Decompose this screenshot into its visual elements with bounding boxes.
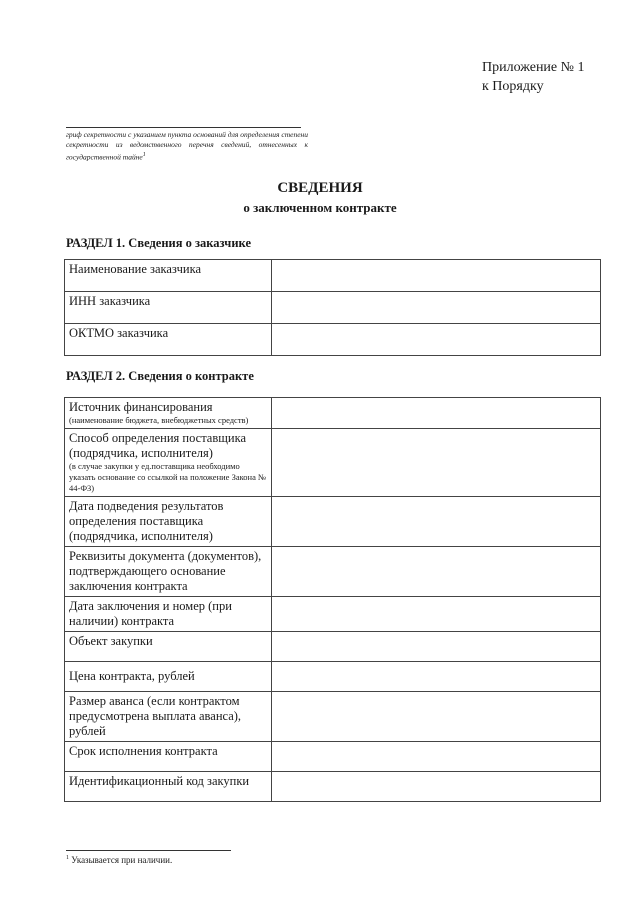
contract-date-field[interactable]: [272, 597, 601, 632]
document-title: СВЕДЕНИЯ: [277, 180, 363, 196]
table-row: [65, 324, 601, 356]
row-label: Источник финансирования: [69, 400, 213, 414]
contract-date-label: Дата заключения и номер (при наличии) контракта: [65, 597, 272, 632]
grif-divider: [66, 127, 301, 128]
result-date-field[interactable]: [272, 497, 601, 547]
table-row: [65, 497, 601, 547]
result-date-label: Дата подведения результатов определения поставщика (подрядчика, исполнителя): [65, 497, 272, 547]
customer-inn-field[interactable]: [272, 292, 601, 324]
row-note: (в случае закупки у ед.поставщика необходимо указать основание со ссылкой на положение Закона № 44-ФЗ): [69, 461, 267, 493]
table-row: [65, 742, 601, 772]
purchase-code-field[interactable]: [272, 772, 601, 802]
table-row: [65, 292, 601, 324]
contract-table: [64, 397, 601, 802]
supplier-method-field[interactable]: [272, 429, 601, 497]
advance-size-field[interactable]: [272, 692, 601, 742]
customer-oktmo-label: ОКТМО заказчика: [65, 324, 272, 356]
table-row: [65, 260, 601, 292]
supplier-method-label: [65, 429, 272, 497]
purchase-code-label: Идентификационный код закупки: [65, 772, 272, 802]
grif-footnote-mark: 1: [142, 152, 146, 158]
table-row: [65, 398, 601, 429]
advance-size-label: Размер аванса (если контрактом предусмотрена выплата аванса), рублей: [65, 692, 272, 742]
document-details-field[interactable]: [272, 547, 601, 597]
contract-price-label: Цена контракта, рублей: [65, 662, 272, 692]
appendix-line-1: Приложение № 1: [482, 60, 585, 75]
table-row: [65, 547, 601, 597]
footnote-divider: [66, 850, 231, 851]
purchase-object-field[interactable]: [272, 632, 601, 662]
document-subtitle: о заключенном контракте: [243, 200, 397, 215]
financing-source-label: [65, 398, 272, 429]
customer-name-field[interactable]: [272, 260, 601, 292]
footnote: [66, 855, 172, 865]
row-label: Способ определения поставщика (подрядчика, исполнителя): [69, 431, 247, 460]
table-row: [65, 632, 601, 662]
table-row: [65, 692, 601, 742]
customer-table: [64, 259, 601, 356]
appendix-line-2: к Порядку: [482, 79, 544, 94]
footnote-mark: 1: [66, 855, 69, 861]
customer-name-label: Наименование заказчика: [65, 260, 272, 292]
contract-price-field[interactable]: [272, 662, 601, 692]
row-note: (наименование бюджета, внебюджетных средств): [69, 415, 249, 425]
table-row: [65, 597, 601, 632]
grif-text: гриф секретности с указанием пункта оснований для определения степени секретности из ведомственного перечня сведений, отнесенных к государственной тайне: [66, 130, 308, 162]
execution-term-field[interactable]: [272, 742, 601, 772]
footnote-text: Указывается при наличии.: [71, 855, 173, 865]
section-1-heading: РАЗДЕЛ 1. Сведения о заказчике: [66, 236, 251, 250]
document-details-label: Реквизиты документа (документов), подтверждающего основание заключения контракта: [65, 547, 272, 597]
financing-source-field[interactable]: [272, 398, 601, 429]
execution-term-label: Срок исполнения контракта: [65, 742, 272, 772]
table-row: [65, 772, 601, 802]
secrecy-grif: [66, 130, 308, 163]
customer-inn-label: ИНН заказчика: [65, 292, 272, 324]
customer-oktmo-field[interactable]: [272, 324, 601, 356]
appendix-reference: [482, 58, 585, 96]
section-2-heading: РАЗДЕЛ 2. Сведения о контракте: [66, 369, 254, 383]
purchase-object-label: Объект закупки: [65, 632, 272, 662]
table-row: [65, 662, 601, 692]
table-row: [65, 429, 601, 497]
